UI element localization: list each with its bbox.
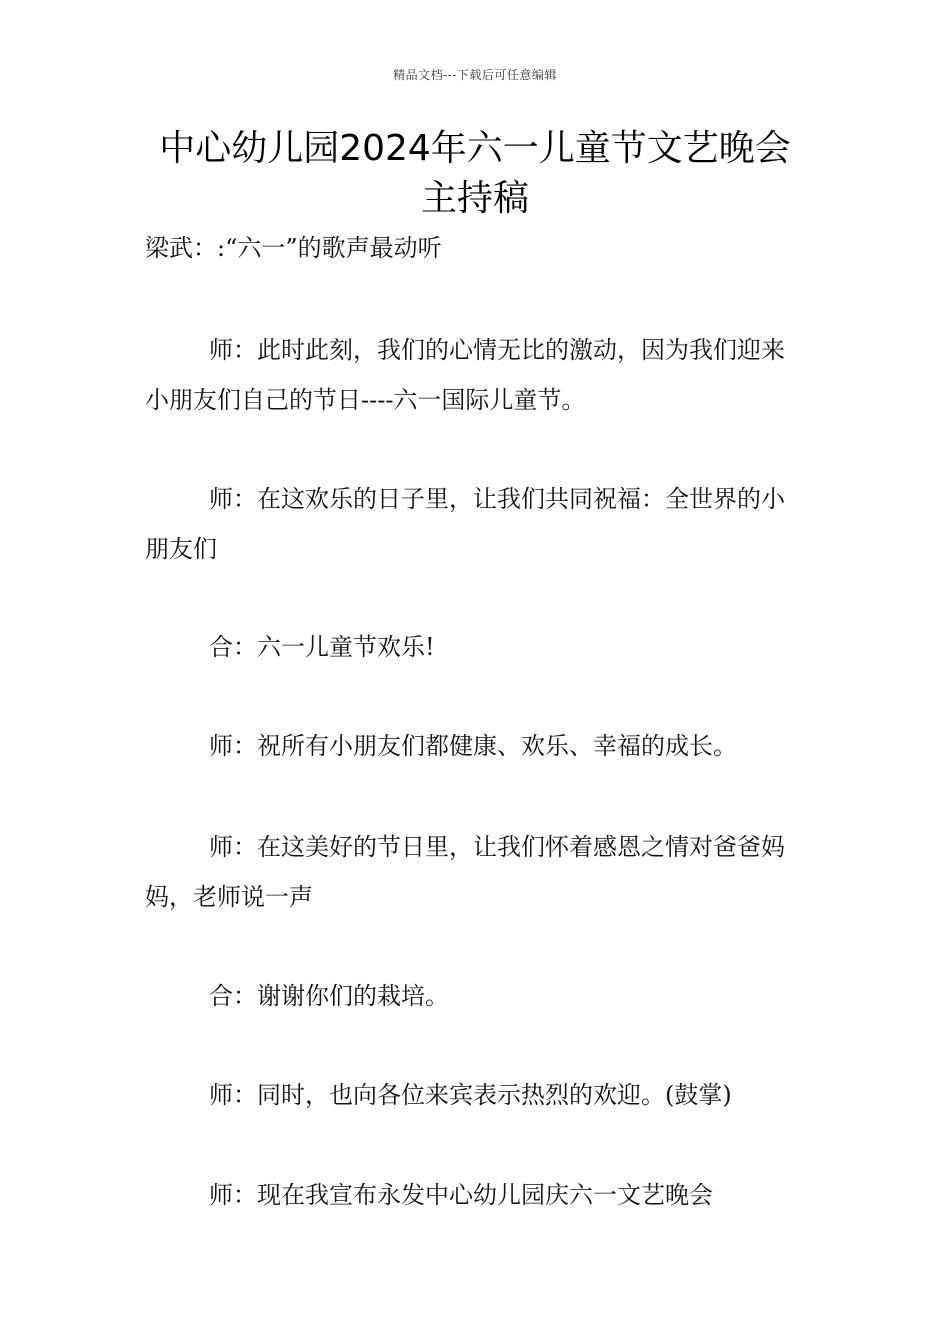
- paragraph: 师：在这欢乐的日子里，让我们共同祝福：全世界的小朋友们: [145, 485, 785, 563]
- paragraph: 师：祝所有小朋友们都健康、欢乐、幸福的成长。: [209, 732, 737, 760]
- paragraph: 师：此时此刻，我们的心情无比的激动，因为我们迎来小朋友们自己的节日----六一国际儿童节。: [145, 336, 785, 414]
- header-note: 精品文档---下载后可任意编辑: [393, 68, 557, 82]
- paragraph: 合：谢谢你们的栽培。: [209, 982, 449, 1010]
- paragraph: 师：同时，也向各位来宾表示热烈的欢迎。(鼓掌): [209, 1081, 732, 1109]
- paragraph: 合：六一儿童节欢乐!: [209, 633, 435, 661]
- paragraph: 师：现在我宣布永发中心幼儿园庆六一文艺晚会: [209, 1181, 713, 1209]
- document-subtitle: 梁武：:“六一”的歌声最动听: [145, 234, 442, 262]
- paragraph: 师：在这美好的节日里，让我们怀着感恩之情对爸爸妈妈，老师说一声: [145, 833, 785, 911]
- document-title: 中心幼儿园2024年六一儿童节文艺晚会主持稿: [159, 128, 791, 219]
